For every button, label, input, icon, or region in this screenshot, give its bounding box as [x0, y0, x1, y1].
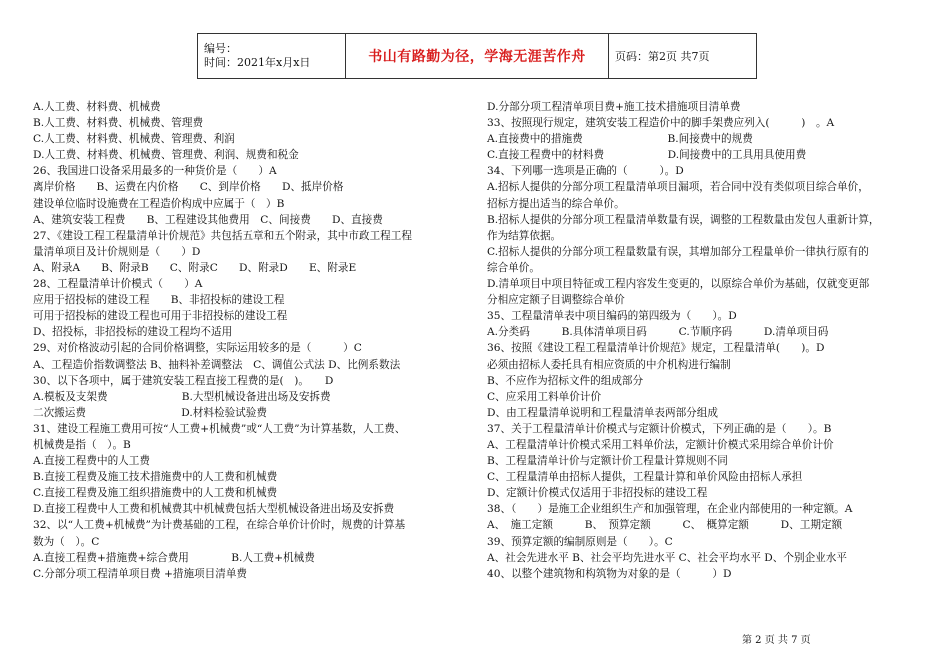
text-line: 综合单价。: [487, 261, 540, 274]
page-number-label: 页码：第2页 共7页: [615, 50, 710, 63]
text-line: C、工程量清单由招标人提供，工程量计算和单价风险由招标人承担: [487, 471, 803, 484]
text-line: C、应采用工料单价计价: [487, 390, 602, 403]
document-time-label: 时间：2021年x月x日: [204, 56, 311, 69]
text-line: A.分类码 B.具体清单项目码 C.节顺序码 D.清单项目码: [487, 326, 829, 339]
text-line: D.人工费、材料费、机械费、管理费、利润、规费和税金: [33, 149, 299, 162]
text-line: C.分部分项工程清单项目费 +措施项目清单费: [33, 567, 248, 580]
page-header: [197, 33, 757, 79]
motto-text: 书山有路勤为径，学海无涯苦作舟: [368, 49, 586, 65]
text-line: D.清单项目中项目特征或工程内容发生变更的，以原综合单价为基础，仅就变更部: [487, 278, 870, 291]
text-line: 作为结算依据。: [487, 229, 562, 242]
text-line: A、工程量清单计价模式采用工料单价法，定额计价模式采用综合单价计价: [487, 438, 834, 451]
text-line: C.直接工程费及施工组织措施费中的人工费和机械费: [33, 487, 278, 500]
header-info-cell: [198, 34, 346, 78]
text-line: D、招投标，非招投标的建设工程均不适用: [33, 326, 233, 339]
text-line: D.直接工程费中人工费和机械费其中机械费包括大型机械设备进出场及安拆费: [33, 503, 395, 516]
text-line: 分相应定额子目调整综合单价: [487, 294, 625, 307]
text-line: A.直接工程费中的人工费: [33, 455, 150, 468]
text-line: 机械费是指（ ）。B: [33, 438, 131, 451]
text-line: 28、工程量清单计价模式（ ）A: [33, 278, 203, 291]
text-line: 39、预算定额的编制原则是（ ）。C: [487, 535, 673, 548]
text-line: 建设单位临时设施费在工程造价构成中应属于（ ）B: [33, 197, 285, 210]
text-line: B.直接工程费及施工技术措施费中的人工费和机械费: [33, 471, 278, 484]
text-line: A、工程造价指数调整法 B、抽料补差调整法 C、调值公式法 D、比例系数法: [33, 358, 401, 371]
text-line: 36、按照《建设工程工程量清单计价规范》规定，工程量清单( )。D: [487, 342, 825, 355]
text-line: 38、（ ）是施工企业组织生产和加强管理，在企业内部使用的一种定额。A: [487, 503, 853, 516]
text-line: A.直接费中的措施费 B.间接费中的规费: [487, 133, 753, 146]
right-column: [487, 99, 927, 582]
text-line: D、由工程量清单说明和工程量清单表两部分组成: [487, 406, 718, 419]
text-line: B.人工费、材料费、机械费、管理费: [33, 117, 204, 130]
header-page-cell: [609, 34, 756, 78]
text-line: 可用于招投标的建设工程也可用于非招投标的建设工程: [33, 310, 288, 323]
text-line: C.人工费、材料费、机械费、管理费、利润: [33, 133, 235, 146]
text-line: 40、以整个建筑物和构筑物为对象的是（ ）D: [487, 567, 732, 580]
text-line: 离岸价格 B、运费在内价格 C、到岸价格 D、抵岸价格: [33, 181, 344, 194]
text-line: A.招标人提供的分部分项工程量清单项目漏项，若合同中没有类似项目综合单价，: [487, 181, 869, 194]
text-line: 二次搬运费 D.材料检验试验费: [33, 406, 267, 419]
text-line: B、不应作为招标文件的组成部分: [487, 374, 644, 387]
text-line: 29、对价格波动引起的合同价格调整，实际运用较多的是（ ）C: [33, 342, 362, 355]
left-column: [33, 99, 473, 582]
text-line: 32、以“人工费+机械费”为计费基础的工程，在综合单价计价时，规费的计算基: [33, 519, 406, 532]
text-line: 33、按照现行规定，建筑安装工程造价中的脚手架费应列入( ) 。A: [487, 117, 835, 130]
text-line: A、社会先进水平 B、社会平均先进水平 C、社会平均水平 D、个别企业水平: [487, 551, 847, 564]
text-line: A、建筑安装工程费 B、工程建设其他费用 C、间接费 D、直接费: [33, 213, 383, 226]
header-motto-cell: [346, 34, 609, 78]
text-line: A、 施工定额 B、 预算定额 C、 概算定额 D、工期定额: [487, 519, 843, 532]
text-line: 26、我国进口设备采用最多的一种货价是（ ）A: [33, 165, 277, 178]
text-line: C.直接工程费中的材料费 D.间接费中的工具用具使用费: [487, 149, 807, 162]
text-line: A.模板及支架费 B.大型机械设备进出场及安拆费: [33, 390, 331, 403]
text-line: 招标方提出适当的综合单价。: [487, 197, 625, 210]
text-line: D.分部分项工程清单项目费+施工技术措施项目清单费: [487, 101, 741, 113]
text-line: D、定额计价模式仅适用于非招投标的建设工程: [487, 487, 708, 500]
text-line: 34、下列哪一选项是正确的（ ）。D: [487, 165, 684, 178]
text-line: A.人工费、材料费、机械费: [33, 101, 161, 113]
text-line: 必须由招标人委托具有相应资质的中介机构进行编制: [487, 358, 731, 371]
text-line: C.招标人提供的分部分项工程量数量有误，其增加部分工程量单价一律执行原有的: [487, 245, 869, 258]
text-line: 35、工程量清单表中项目编码的第四级为（ ）。D: [487, 310, 737, 323]
page-footer: 第 2 页 共 7 页: [742, 635, 811, 646]
text-line: 应用于招投标的建设工程 B、非招投标的建设工程: [33, 294, 285, 307]
text-line: B、工程量清单计价与定额计价工程量计算规则不同: [487, 455, 728, 468]
text-line: A.直接工程费+措施费+综合费用 B.人工费+机械费: [33, 551, 315, 564]
text-line: 30、以下各项中，属于建筑安装工程直接工程费的是( )。 D: [33, 374, 334, 387]
text-line: 31、建设工程施工费用可按“人工费+机械费”或“人工费”为计算基数，人工费、: [33, 422, 406, 435]
document-number-label: 编号：: [204, 42, 237, 55]
text-line: 量清单项目及计价规则是（ ）D: [33, 245, 201, 258]
text-line: B.招标人提供的分部分项工程量清单数量有误，调整的工程数量由发包人重新计算，: [487, 213, 880, 226]
text-line: 37、关于工程量清单计价模式与定额计价模式，下列正确的是（ ）。B: [487, 422, 832, 435]
text-line: A、附录A B、附录B C、附录C D、附录D E、附录E: [33, 261, 357, 274]
text-line: 27、《建设工程工程量清单计价规范》共包括五章和五个附录，其中市政工程工程: [33, 229, 412, 242]
text-line: 数为（ ）。C: [33, 535, 100, 548]
